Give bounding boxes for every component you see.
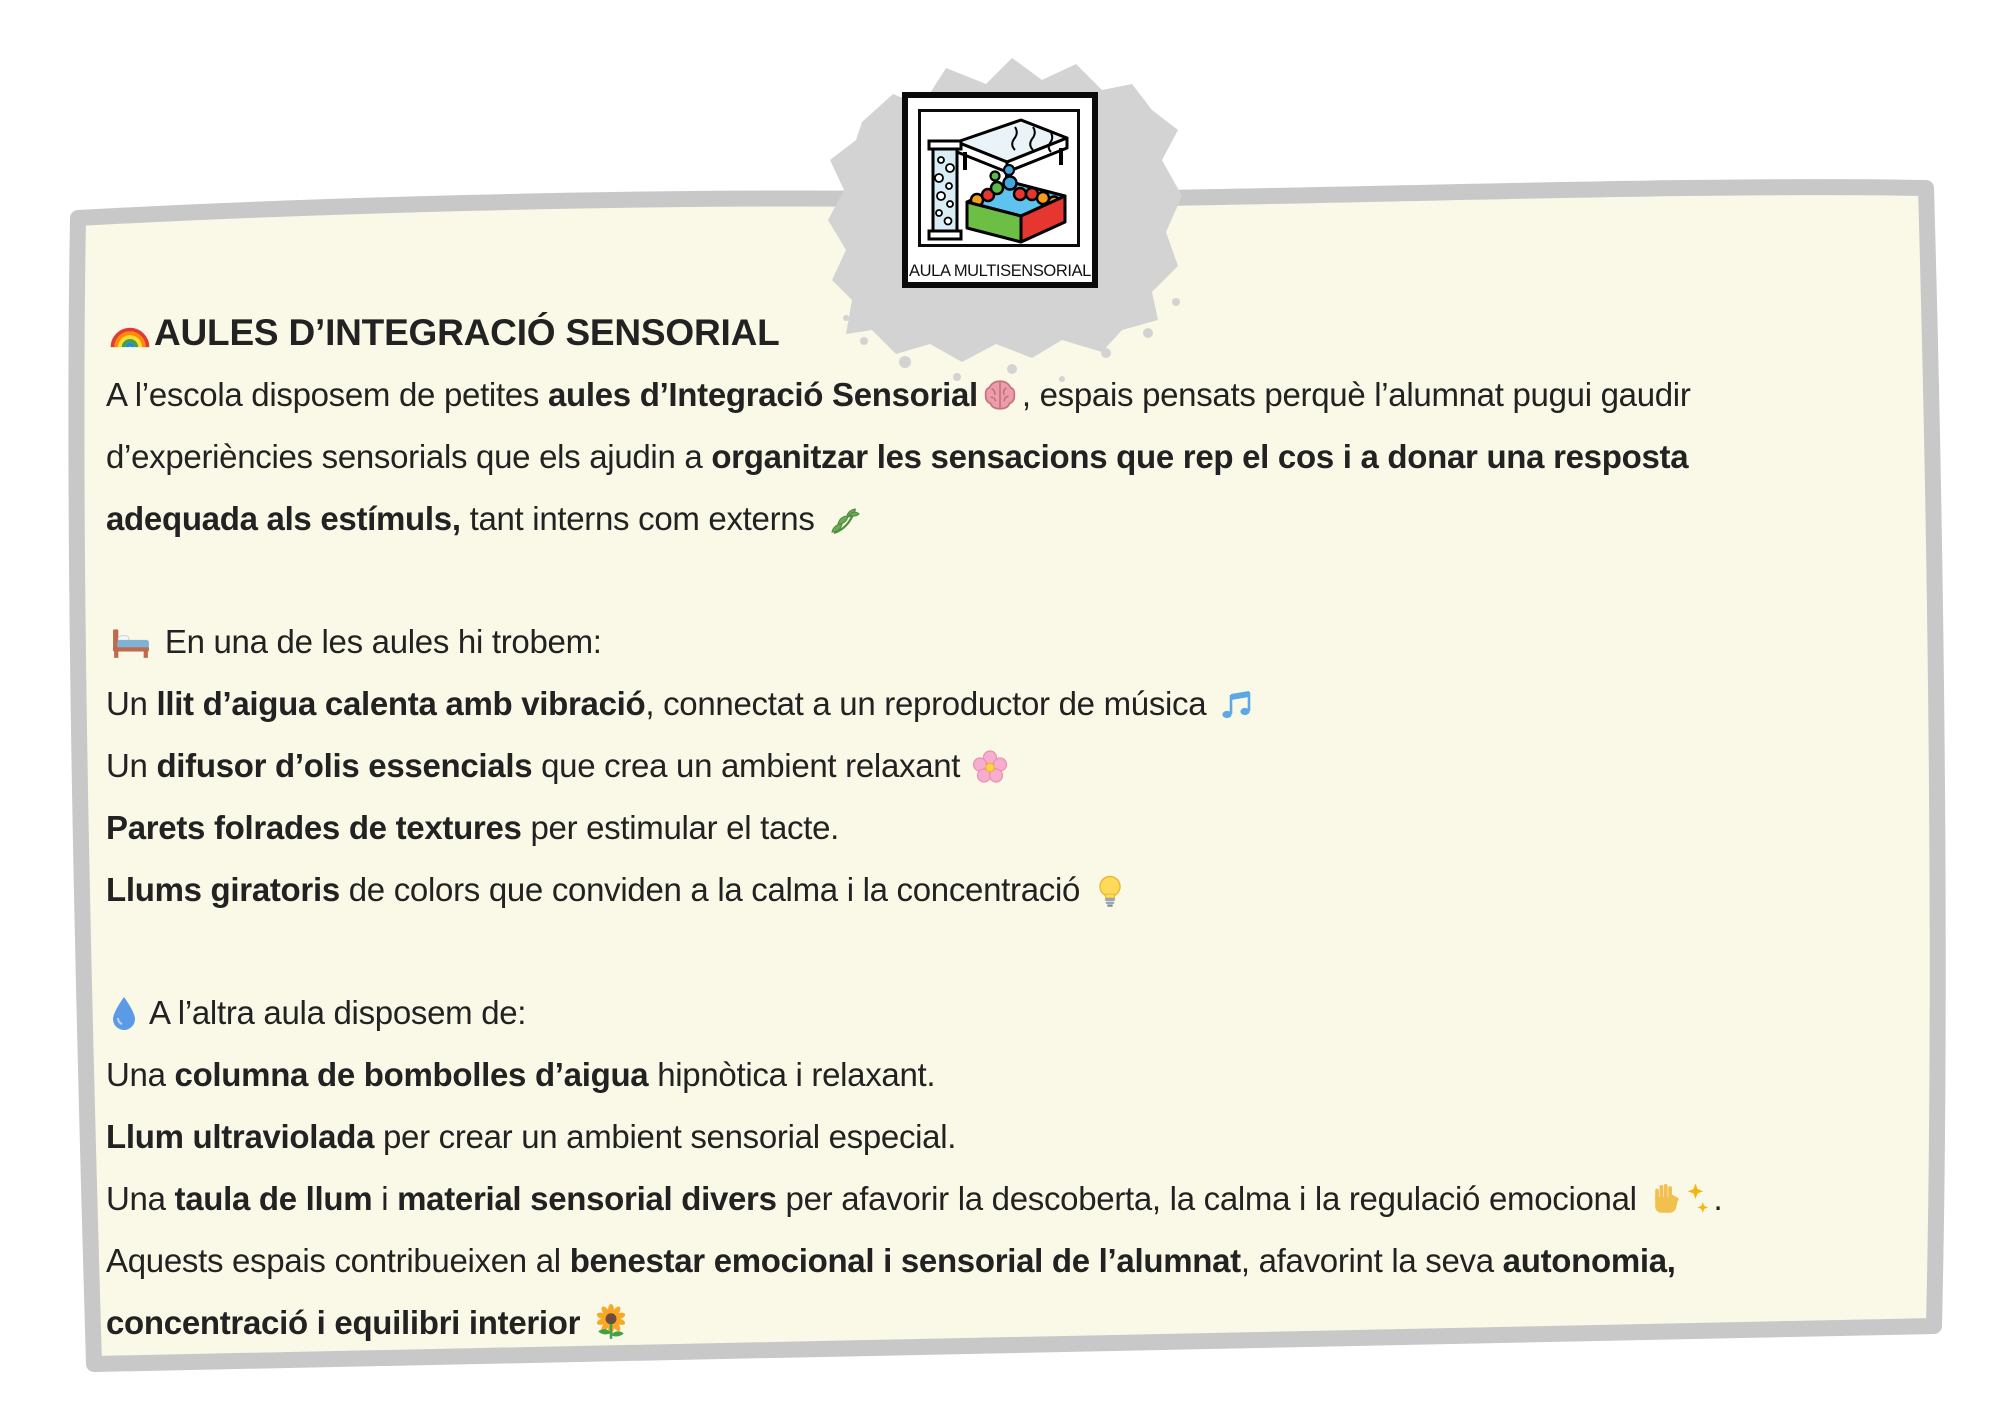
droplet-emoji: [109, 994, 139, 1032]
text-line: [106, 735, 1951, 797]
text: tant interns com externs: [460, 500, 824, 537]
herb-emoji: [826, 502, 862, 538]
bed-emoji: [109, 623, 153, 661]
text-line: [106, 426, 1951, 488]
text: En una de les aules hi trobem:: [156, 623, 602, 660]
text-line: [106, 1168, 1951, 1230]
text-line: [106, 611, 1951, 673]
text-block: [106, 302, 1951, 1354]
hand-sparkles-emoji: [1649, 1180, 1711, 1218]
pictogram-drawing: [921, 112, 1077, 244]
text-line: [106, 364, 1951, 426]
brain-emoji: [981, 376, 1019, 414]
text: , connectat a un reproductor de música: [645, 685, 1216, 722]
blossom-emoji: [972, 749, 1008, 785]
bold-text: taula de llum: [174, 1180, 373, 1217]
music-emoji: [1218, 687, 1254, 723]
text: d’experiències sensorials que els ajudin a: [106, 438, 712, 475]
bold-text: Llums giratoris: [106, 871, 340, 908]
bold-text: Llum ultraviolada: [106, 1118, 375, 1155]
bold-text: llit d’aigua calenta amb vibració: [156, 685, 646, 722]
bold-text: columna de bombolles d’aigua: [174, 1056, 649, 1093]
text-line: [106, 673, 1951, 735]
text: Una: [106, 1056, 175, 1093]
text: per estimular el tacte.: [521, 809, 840, 846]
text: per afavorir la descoberta, la calma i la regulació emocional: [776, 1180, 1646, 1217]
text-line: [106, 982, 1951, 1044]
bulb-emoji: [1092, 873, 1128, 909]
pictogram-caption: AULA MULTISENSORIAL: [909, 262, 1091, 280]
text: i: [372, 1180, 398, 1217]
text: Un: [106, 747, 157, 784]
text: , afavorint la seva: [1240, 1242, 1503, 1279]
text: hipnòtica i relaxant.: [648, 1056, 936, 1093]
text: Aquests espais contribueixen al: [106, 1242, 570, 1279]
text-line: [106, 1106, 1951, 1168]
multisensory-room-illustration: [918, 109, 1080, 247]
blank-line: [106, 550, 1951, 611]
bold-text: aules d’Integració Sensorial: [547, 376, 978, 413]
text-line: [106, 488, 1951, 550]
text: de colors que conviden a la calma i la concentració: [339, 871, 1089, 908]
text: A l’escola disposem de petites: [106, 376, 548, 413]
text: Una: [106, 1180, 175, 1217]
text-line: [106, 859, 1951, 921]
text-line: [106, 797, 1951, 859]
sunflower-emoji: [592, 1304, 630, 1342]
text: A l’altra aula disposem de:: [142, 994, 527, 1031]
text-line: [106, 302, 1951, 364]
bold-text: AULES D’INTEGRACIÓ SENSORIAL: [154, 312, 780, 353]
bold-text: Parets folrades de textures: [106, 809, 522, 846]
rainbow-emoji: [109, 311, 151, 353]
bold-text: material sensorial divers: [397, 1180, 777, 1217]
blank-line: [106, 921, 1951, 982]
text: que crea un ambient relaxant: [532, 747, 970, 784]
bold-text: difusor d’olis essencials: [156, 747, 533, 784]
text: Un: [106, 685, 157, 722]
text: .: [1713, 1180, 1723, 1217]
text: per crear un ambient sensorial especial.: [374, 1118, 957, 1155]
text: , espais pensats perquè l’alumnat pugui gaudir: [1021, 376, 1691, 413]
text-line: [106, 1044, 1951, 1106]
bold-text: organitzar les sensacions que rep el cos i a donar una resposta: [711, 438, 1689, 475]
text-line: [106, 1292, 1951, 1354]
bold-text: autonomia,: [1502, 1242, 1676, 1279]
text-line: [106, 1230, 1951, 1292]
bold-text: adequada als estímuls,: [106, 500, 461, 537]
multisensory-pictogram-frame: [902, 92, 1098, 288]
bold-text: concentració i equilibri interior: [106, 1304, 590, 1341]
bold-text: benestar emocional i sensorial de l’alumnat: [569, 1242, 1241, 1279]
